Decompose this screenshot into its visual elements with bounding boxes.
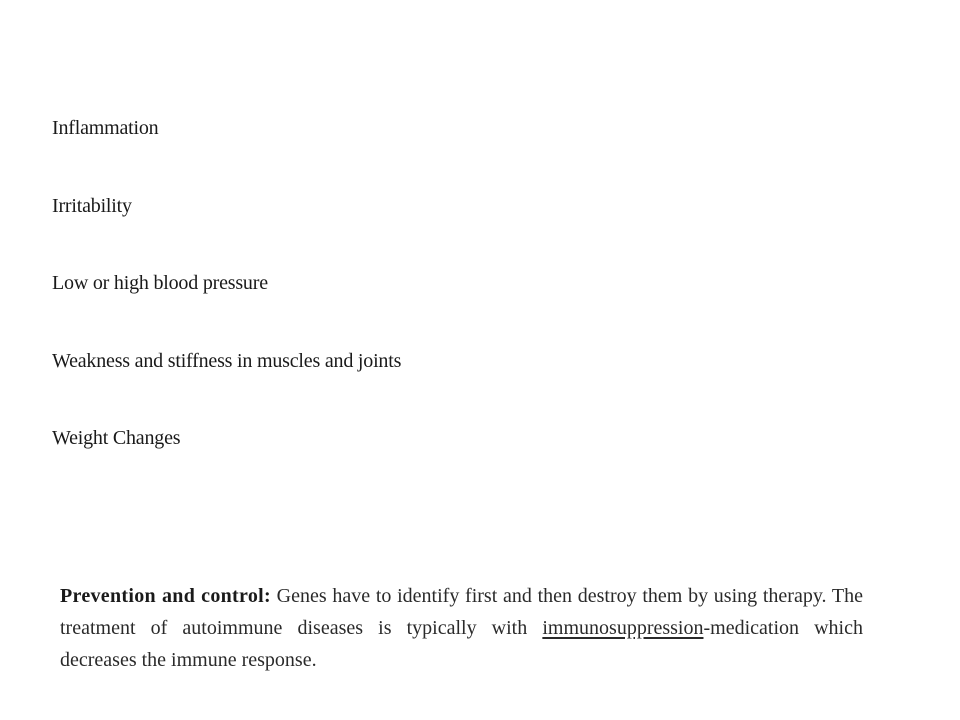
symptom-item: Low or high blood pressure [52, 272, 268, 294]
immunosuppression-link[interactable]: immunosuppression [542, 617, 704, 639]
prevention-heading: Prevention and control: [60, 585, 271, 607]
symptom-item: Weight Changes [52, 427, 181, 449]
symptom-item: Weakness and stiffness in muscles and joints [52, 349, 402, 372]
symptom-item: Irritability [52, 194, 132, 217]
prevention-paragraph [60, 580, 863, 676]
symptom-item: Inflammation [52, 117, 159, 139]
symptom-list [52, 116, 401, 504]
prevention-text: Genes have to identify first and then destroy them by using therapy. The treatment of autoimmune diseases is typically with [60, 585, 863, 639]
prevention-text-end: -medication which decreases the immune response. [60, 617, 863, 671]
